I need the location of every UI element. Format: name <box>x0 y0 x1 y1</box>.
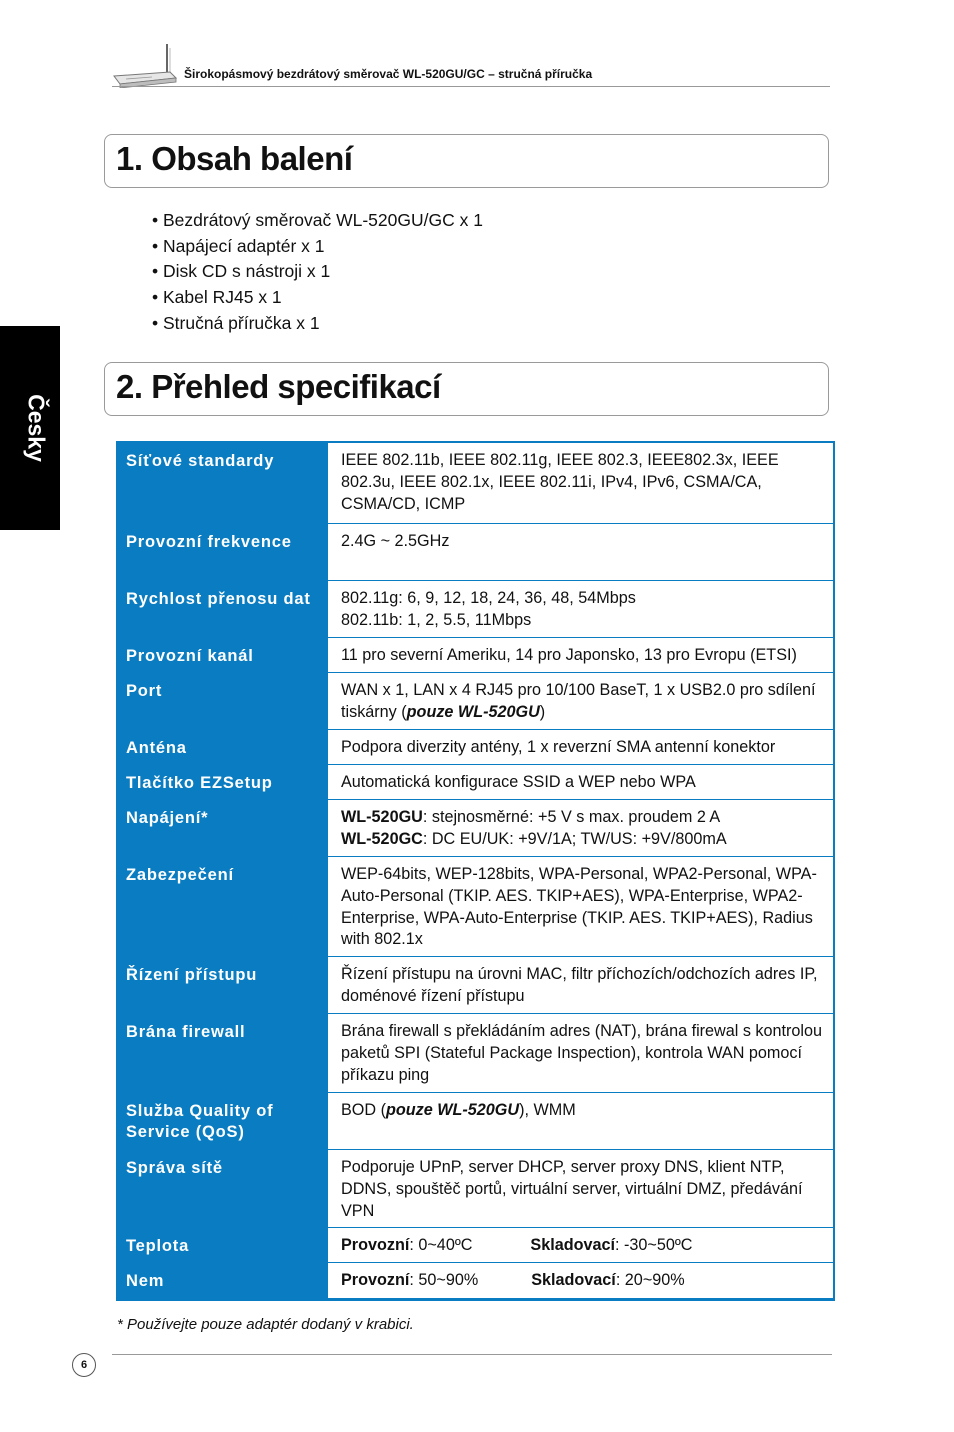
spec-label: Port <box>126 682 163 700</box>
spec-value-text: ) <box>539 702 546 721</box>
spec-label: Síťové standardy <box>126 452 275 470</box>
spec-label: Zabezpečení <box>126 866 234 884</box>
spec-table <box>116 441 835 1301</box>
header-divider <box>112 86 830 87</box>
spec-value-text: : 0~40ºC <box>409 1236 473 1254</box>
spec-value-emphasis: pouze WL-520GU <box>406 702 540 721</box>
spec-value: Řízení přístupu na úrovni MAC, filtr příchozích/odchozích adres IP, doménové řízení přístupu <box>328 957 833 1013</box>
spec-value <box>328 1093 833 1149</box>
header-title: Širokopásmový bezdrátový směrovač WL-520GU/GC – stručná příručka <box>184 67 593 81</box>
table-row <box>118 857 833 957</box>
table-row <box>118 730 833 765</box>
spec-value-text: : 20~90% <box>615 1271 685 1289</box>
spec-label: Nem <box>126 1272 165 1290</box>
spec-value: 2.4G ~ 2.5GHz <box>328 524 833 580</box>
table-row <box>118 443 833 524</box>
spec-value: Brána firewall s překládáním adres (NAT), brána firewal s kontrolou paketů SPI (Stateful Package Inspection), kontrola WAN pomocí příkazu ping <box>328 1014 833 1092</box>
spec-value-text: ), WMM <box>519 1101 576 1119</box>
spec-value: Podpora diverzity antény, 1 x reverzní SMA antenní konektor <box>328 730 833 764</box>
spec-label: Provozní kanál <box>126 647 254 665</box>
footnote: * Používejte pouze adaptér dodaný v krabici. <box>117 1316 414 1333</box>
spec-label: Napájení* <box>126 809 209 827</box>
spec-value-emphasis: pouze WL-520GU <box>385 1101 520 1119</box>
table-row <box>118 957 833 1014</box>
spec-label: Správa sítě <box>126 1159 223 1177</box>
spec-value-line: 802.11b: 1, 2, 5.5, 11Mbps <box>341 610 532 629</box>
spec-value: 11 pro severní Ameriku, 14 pro Japonsko, 13 pro Evropu (ETSI) <box>328 638 833 672</box>
spec-value: WEP-64bits, WEP-128bits, WPA-Personal, WPA2-Personal, WPA-Auto-Personal (TKIP. AES. TKIP+AES), WPA-Enterprise, WPA2-Enterprise, WPA-Auto-Enterprise (TKIP. AES. TKIP+AES), Radius with 802.1x <box>328 857 833 956</box>
spec-label: Řízení přístupu <box>126 966 258 984</box>
spec-value-text: : -30~50ºC <box>615 1236 693 1254</box>
list-item: • Napájecí adaptér x 1 <box>152 235 325 256</box>
table-row <box>118 1014 833 1093</box>
spec-label: Teplota <box>126 1237 190 1255</box>
list-item: • Disk CD s nástroji x 1 <box>152 261 331 282</box>
section-heading-box <box>104 362 829 416</box>
spec-value-line: 802.11g: 6, 9, 12, 18, 24, 36, 48, 54Mbps <box>341 589 636 607</box>
spec-label: Tlačítko EZSetup <box>126 774 273 792</box>
spec-value <box>328 800 833 856</box>
table-row <box>118 765 833 800</box>
spec-value: IEEE 802.11b, IEEE 802.11g, IEEE 802.3, IEEE802.3x, IEEE 802.3u, IEEE 802.1x, IEEE 802.11i, IPv4, IPv6, CSMA/CA, CSMA/CD, ICMP <box>328 443 833 523</box>
spec-value <box>328 673 833 729</box>
spec-model-name: WL-520GU <box>341 808 423 826</box>
footer-divider <box>112 1354 832 1355</box>
list-item: • Stručná příručka x 1 <box>152 312 320 333</box>
spec-label: Brána firewall <box>126 1023 246 1041</box>
spec-label: Služba Quality of Service (QoS) <box>126 1102 274 1141</box>
spec-sub-label: Provozní <box>341 1236 410 1254</box>
spec-label: Rychlost přenosu dat <box>126 590 311 608</box>
page-number: 6 <box>72 1353 96 1377</box>
spec-sub-label: Provozní <box>341 1271 410 1289</box>
spec-value-text: : 50~90% <box>409 1271 479 1289</box>
table-row <box>118 524 833 581</box>
spec-sub-label: Skladovací <box>530 1236 616 1254</box>
spec-value-text: : stejnosměrné: +5 V s max. proudem 2 A <box>422 808 721 826</box>
table-row <box>118 581 833 638</box>
table-row <box>118 800 833 857</box>
router-icon <box>112 42 182 88</box>
spec-value-text: WAN x 1, LAN x 4 RJ45 pro 10/100 BaseT, 1 x USB2.0 pro sdílení tiskárny ( <box>341 681 816 721</box>
table-row <box>118 1228 833 1263</box>
table-row <box>118 673 833 730</box>
section-heading-box <box>104 134 829 188</box>
spec-value <box>328 1263 833 1298</box>
spec-model-name: WL-520GC <box>341 829 423 848</box>
list-item: • Bezdrátový směrovač WL-520GU/GC x 1 <box>152 210 483 230</box>
table-row <box>118 1150 833 1228</box>
language-tab-label: Česky <box>23 394 50 462</box>
spec-label: Provozní frekvence <box>126 533 292 551</box>
spec-label: Anténa <box>126 739 187 757</box>
spec-value: Podporuje UPnP, server DHCP, server proxy DNS, klient NTP, DDNS, spouštěč portů, virtuální server, virtuální DMZ, předávání VPN <box>328 1150 833 1227</box>
package-contents-list <box>152 208 483 337</box>
list-item: • Kabel RJ45 x 1 <box>152 287 282 308</box>
spec-value-text: BOD ( <box>341 1101 386 1119</box>
spec-value <box>328 581 833 637</box>
section-title-specs: 2. Přehled specifikací <box>116 368 441 405</box>
spec-value: Automatická konfigurace SSID a WEP nebo WPA <box>328 765 833 799</box>
spec-value-text: : DC EU/UK: +9V/1A; TW/US: +9V/800mA <box>422 829 727 848</box>
table-row <box>118 1263 833 1299</box>
table-row <box>118 1093 833 1150</box>
spec-value <box>328 1228 833 1262</box>
table-row <box>118 638 833 673</box>
spec-sub-label: Skladovací <box>531 1271 616 1289</box>
section-title-contents: 1. Obsah balení <box>116 140 353 177</box>
